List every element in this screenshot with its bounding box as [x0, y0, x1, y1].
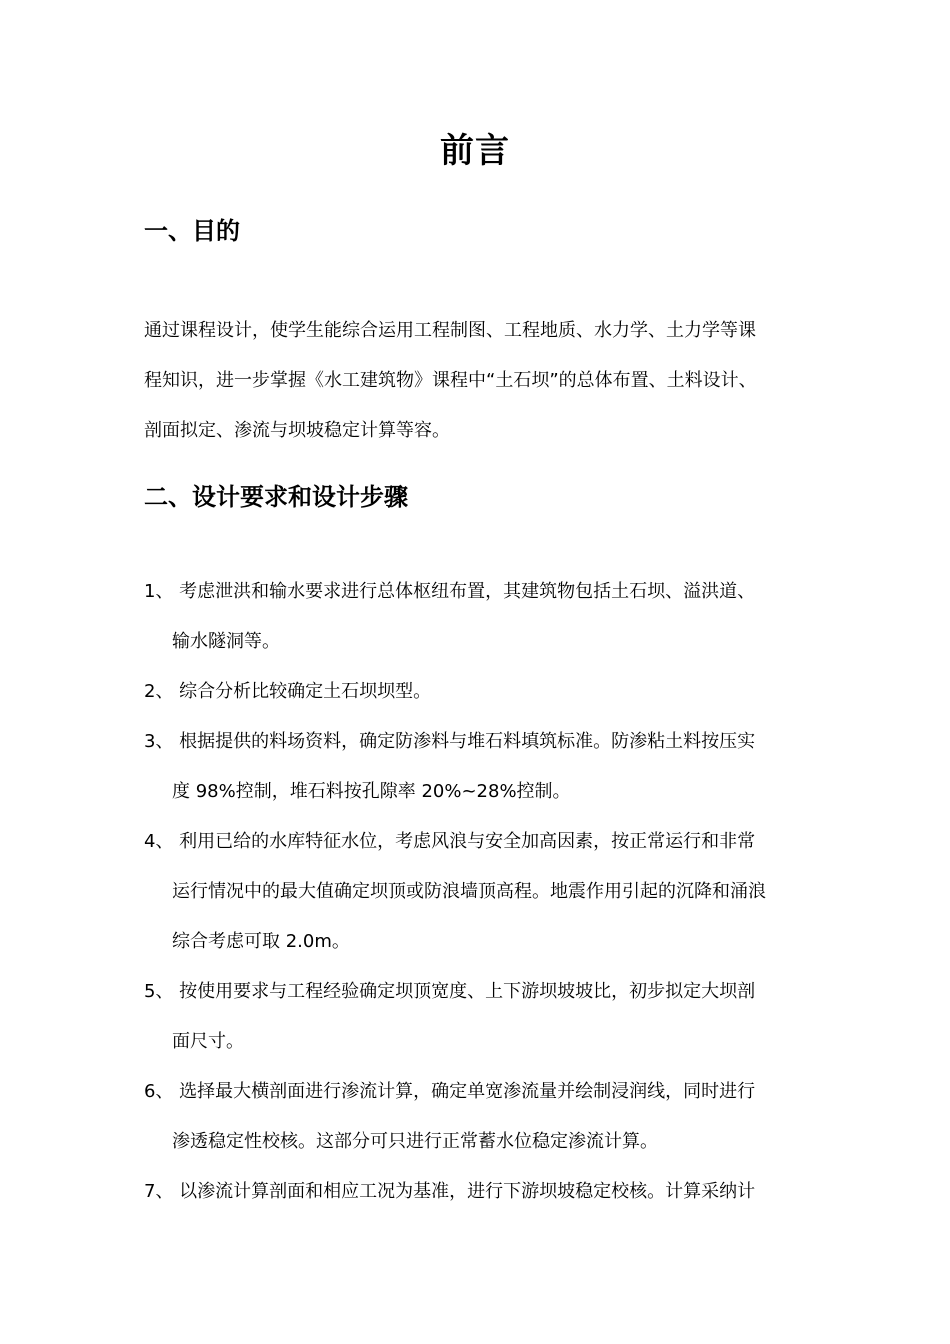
paragraph-line: 通过课程设计，使学生能综合运用工程制图、工程地质、水力学、土力学等课	[144, 320, 756, 341]
page-title: 前言	[440, 131, 510, 171]
requirements-list	[144, 567, 824, 1217]
step-line: 渗透稳定性校核。这部分可只进行正常蓄水位稳定渗流计算。	[172, 1131, 658, 1152]
paragraph-line: 剖面拟定、渗流与坝坡稳定计算等容。	[144, 420, 450, 441]
section-heading-requirements: 二、设计要求和设计步骤	[144, 483, 408, 511]
list-item-step-7	[144, 1167, 824, 1217]
section-heading-purpose: 一、目的	[144, 217, 240, 245]
step-line: 2、 综合分析比较确定土石坝坝型。	[144, 681, 432, 702]
step-line: 6、 选择最大横剖面进行渗流计算，确定单宽渗流量并绘制浸润线，同时进行	[144, 1081, 756, 1102]
purpose-paragraph	[144, 306, 824, 456]
step-line: 3、 根据提供的料场资料，确定防渗料与堆石料填筑标准。防渗粘土料按压实	[144, 731, 756, 752]
step-line: 4、 利用已给的水库特征水位，考虑风浪与安全加高因素，按正常运行和非常	[144, 831, 756, 852]
step-line: 度 98%控制，堆石料按孔隙率 20%~28%控制。	[172, 781, 571, 802]
step-line: 7、 以渗流计算剖面和相应工况为基准，进行下游坝坡稳定校核。计算采纳计	[144, 1181, 756, 1202]
paragraph-line: 程知识，进一步掌握《水工建筑物》课程中“土石坝”的总体布置、土料设计、	[144, 370, 757, 391]
list-item-step-1	[144, 567, 824, 667]
step-line: 综合考虑可取 2.0m。	[172, 931, 350, 952]
step-line: 1、 考虑泄洪和输水要求进行总体枢纽布置，其建筑物包括土石坝、溢洪道、	[144, 581, 756, 602]
list-item-step-6	[144, 1067, 824, 1167]
step-line: 运行情况中的最大值确定坝顶或防浪墙顶高程。地震作用引起的沉降和涌浪	[172, 881, 766, 902]
step-line: 输水隧洞等。	[172, 631, 280, 652]
list-item-step-5	[144, 967, 824, 1067]
list-item-step-4	[144, 817, 824, 967]
step-line: 面尺寸。	[172, 1031, 244, 1052]
list-item-step-3	[144, 717, 824, 817]
list-item-step-2	[144, 667, 824, 717]
step-line: 5、 按使用要求与工程经验确定坝顶宽度、上下游坝坡坡比，初步拟定大坝剖	[144, 981, 756, 1002]
